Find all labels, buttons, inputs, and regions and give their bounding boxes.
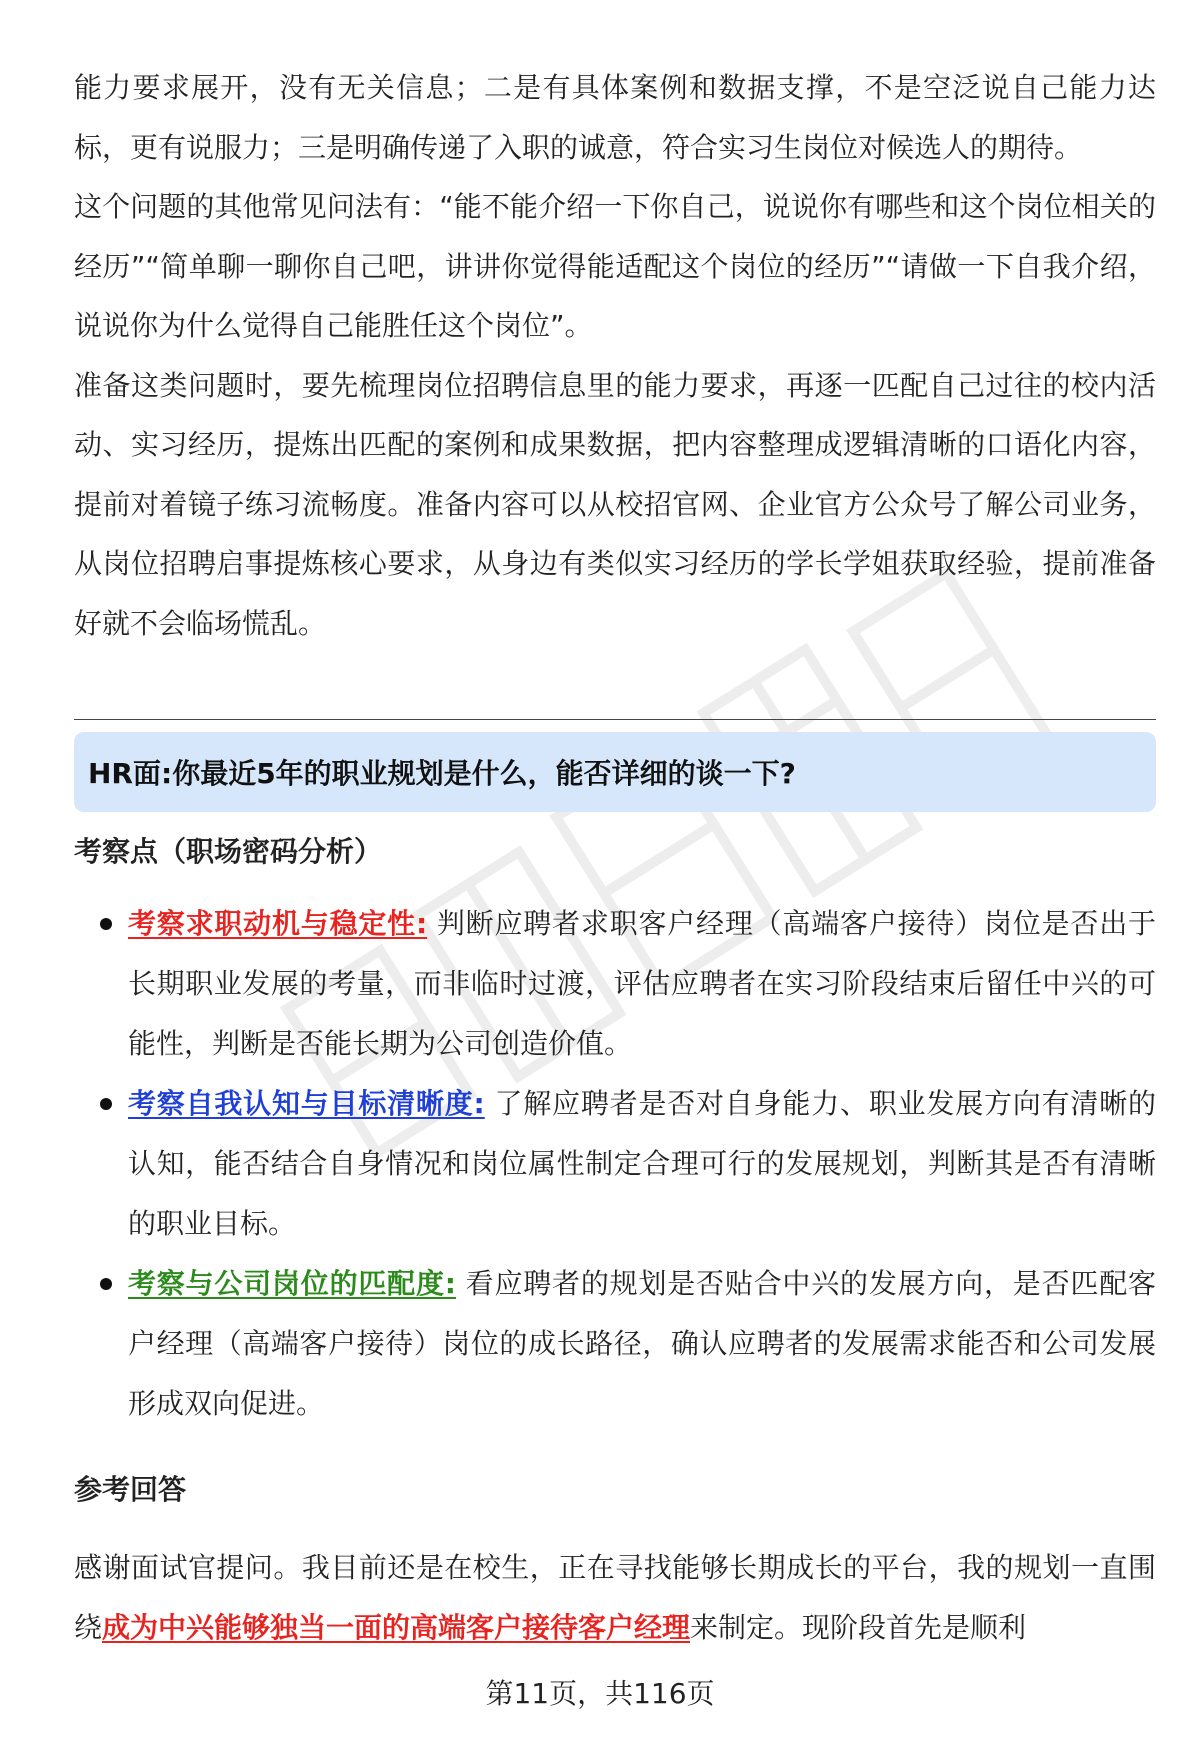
reference-answer-heading: 参考回答 <box>74 1473 187 1506</box>
page-content <box>74 58 1156 1686</box>
paragraph-2: 这个问题的其他常见问法有：“能不能介绍一下你自己，说说你有哪些和这个岗位相关的经历”“简单聊一聊你自己吧，讲讲你觉得能适配这个岗位的经历”“请做一下自我介绍，说说你为什么觉得自己能胜任这个岗位”。 <box>74 190 1156 342</box>
answer-highlight: 成为中兴能够独当一面的高端客户接待客户经理 <box>102 1611 691 1644</box>
exam-point-text: 了解应聘者是否对自身能力、职业发展方向有清晰的认知，能否结合自身情况和岗位属性制定合理可行的发展规划，判断其是否有清晰的职业目标。 <box>128 1087 1156 1240</box>
question-title: HR面:你最近5年的职业规划是什么，能否详细的谈一下? <box>88 757 796 790</box>
answer-text-after: 来制定。现阶段首先是顺利 <box>690 1611 1027 1644</box>
paragraph-3: 准备这类问题时，要先梳理岗位招聘信息里的能力要求，再逐一匹配自己过往的校内活动、实习经历，提炼出匹配的案例和成果数据，把内容整理成逻辑清晰的口语化内容，提前对着镜子练习流畅度。准备内容可以从校招官网、企业官方公众号了解公司业务，从岗位招聘启事提炼核心要求，从身边有类似实习经历的学长学姐获取经验，提前准备好就不会临场慌乱。 <box>74 368 1156 640</box>
exam-points-heading: 考察点（职场密码分析） <box>74 835 383 868</box>
paragraph-1: 能力要求展开，没有无关信息；二是有具体案例和数据支撑，不是空泛说自己能力达标，更有说服力；三是明确传递了入职的诚意，符合实习生岗位对候选人的期待。 <box>74 71 1156 164</box>
exam-point-lead: 考察自我认知与目标清晰度: <box>128 1087 485 1120</box>
exam-point-2 <box>128 1074 1156 1254</box>
bullet-dot-icon <box>100 1098 112 1110</box>
bullet-dot-icon <box>100 1278 112 1290</box>
bullet-dot-icon <box>100 918 112 930</box>
reference-answer <box>74 1538 1156 1658</box>
exam-point-text: 判断应聘者求职客户经理（高端客户接待）岗位是否出于长期职业发展的考量，而非临时过渡，评估应聘者在实习阶段结束后留任中兴的可能性，判断是否能长期为公司创造价值。 <box>128 907 1156 1060</box>
exam-point-lead: 考察与公司岗位的匹配度: <box>128 1267 456 1300</box>
exam-point-text: 看应聘者的规划是否贴合中兴的发展方向，是否匹配客户经理（高端客户接待）岗位的成长路径，确认应聘者的发展需求能否和公司发展形成双向促进。 <box>128 1267 1156 1420</box>
exam-points-list <box>74 894 1156 1434</box>
page-footer: 第11页，共116页 <box>485 1677 715 1710</box>
exam-point-3 <box>128 1254 1156 1434</box>
question-box <box>74 732 1156 812</box>
exam-point-lead: 考察求职动机与稳定性: <box>128 907 428 940</box>
answer-text-before: 感谢面试官提问。我目前还是在校生，正在寻找能够长期成长的平台，我的规划一直围绕 <box>74 1551 1156 1644</box>
exam-point-1 <box>128 894 1156 1074</box>
section-divider <box>74 719 1156 720</box>
